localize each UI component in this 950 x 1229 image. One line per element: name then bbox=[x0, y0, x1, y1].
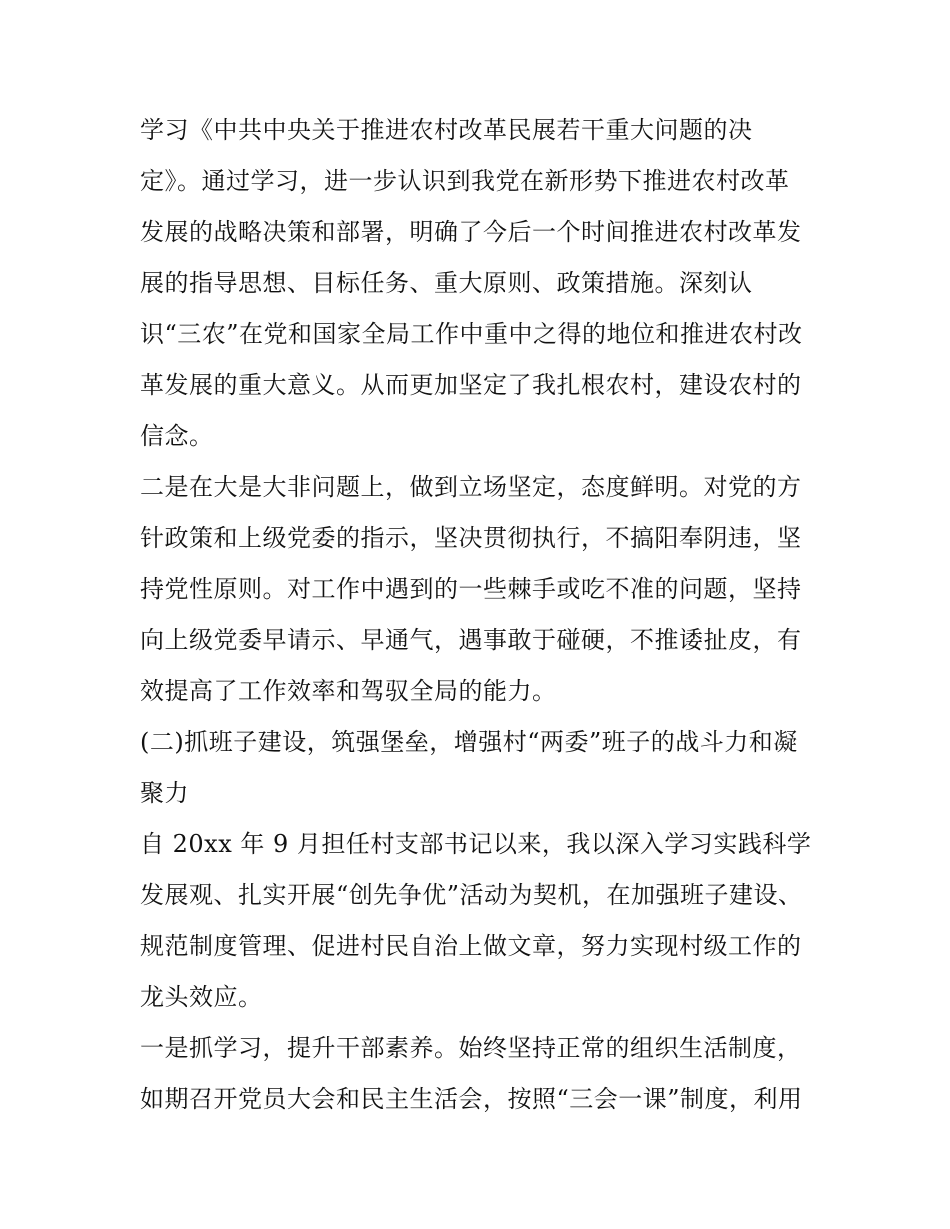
document-body bbox=[140, 105, 820, 1125]
text-line: 聚力 bbox=[140, 779, 189, 807]
text-line: 规范制度管理、促进村民自治上做文章，努力实现村级工作的 bbox=[140, 932, 802, 960]
text-line: 持党性原则。对工作中遇到的一些棘手或吃不准的问题，坚持 bbox=[140, 575, 802, 603]
text-line: 效提高了工作效率和驾驭全局的能力。 bbox=[140, 677, 557, 705]
text-line: 如期召开党员大会和民主生活会，按照“三会一课”制度，利用 bbox=[140, 1085, 803, 1113]
text-line: 向上级党委早请示、早通气，遇事敢于碰硬，不推诿扯皮，有 bbox=[140, 626, 802, 654]
text-line: 二是在大是大非问题上，做到立场坚定，态度鲜明。对党的方 bbox=[140, 473, 802, 501]
text-line: 革发展的重大意义。从而更加坚定了我扎根农村，建设农村的 bbox=[140, 371, 802, 399]
text-line: 定》。通过学习，进一步认识到我党在新形势下推进农村改革 bbox=[140, 167, 790, 195]
text-line: 自 20xx 年 9 月担任村支部书记以来，我以深入学习实践科学 bbox=[140, 830, 812, 858]
text-line: 针政策和上级党委的指示，坚决贯彻执行，不搞阳奉阴违，坚 bbox=[140, 524, 802, 552]
text-line: 学习《中共中央关于推进农村改革民展若干重大问题的决 bbox=[140, 116, 753, 144]
text-line: 信念。 bbox=[140, 422, 214, 450]
text-line: 展的指导思想、目标任务、重大原则、政策措施。深刻认 bbox=[140, 269, 753, 297]
text-line: 识“三农”在党和国家全局工作中重中之得的地位和推进农村改 bbox=[140, 320, 803, 348]
text-line: 一是抓学习，提升干部素养。始终坚持正常的组织生活制度， bbox=[140, 1034, 802, 1062]
text-line: 发展的战略决策和部署，明确了今后一个时间推进农村改革发 bbox=[140, 218, 802, 246]
text-line: 发展观、扎实开展“创先争优”活动为契机，在加强班子建设、 bbox=[140, 881, 803, 909]
text-line: 龙头效应。 bbox=[140, 983, 263, 1011]
text-line: (二)抓班子建设，筑强堡垒，增强村“两委”班子的战斗力和凝 bbox=[140, 728, 798, 756]
